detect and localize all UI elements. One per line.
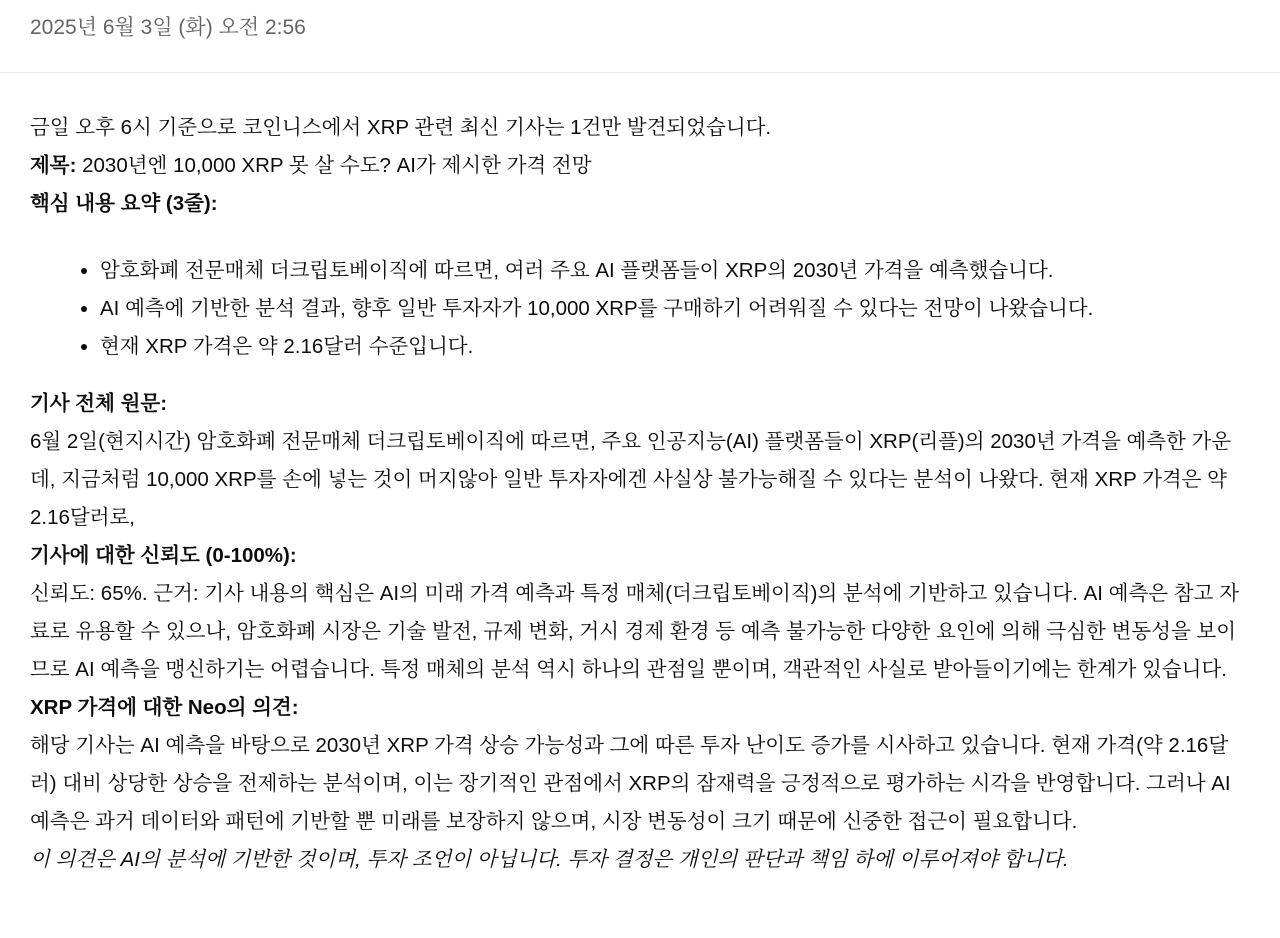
title-label: 제목: <box>30 154 77 177</box>
opinion-heading: XRP 가격에 대한 Neo의 의견: <box>30 696 299 719</box>
timestamp-header <box>0 0 1280 73</box>
article-body: 6월 2일(현지시간) 암호화폐 전문매체 더크립토베이직에 따르면, 주요 인공지능(AI) 플랫폼들이 XRP(리플)의 2030년 가격을 예측한 가운데, 지금처럼 10,000 XRP를 손에 넣는 것이 머지않아 일반 투자자에겐 사실상 불가능해질 수 있다는 분석이 나왔다. 현재 XRP 가격은 약 2.16달러로, <box>30 430 1232 529</box>
title-text: 2030년엔 10,000 XRP 못 살 수도? AI가 제시한 가격 전망 <box>76 154 592 177</box>
article-heading: 기사 전체 원문: <box>30 392 168 415</box>
message-content <box>0 73 1280 909</box>
summary-bullet-list <box>30 252 1250 366</box>
disclaimer-line: 이 의견은 AI의 분석에 기반한 것이며, 투자 조언이 아닙니다. 투자 결정은 개인의 판단과 책임 하에 이루어져야 합니다. <box>30 848 1069 871</box>
credibility-body: 신뢰도: 65%. 근거: 기사 내용의 핵심은 AI의 미래 가격 예측과 특정 매체(더크립토베이직)의 분석에 기반하고 있습니다. AI 예측은 참고 자료로 유용할 수 있으나, 암호화폐 시장은 기술 발전, 규제 변화, 거시 경제 환경 등 예측 불가능한 다양한 요인에 의해 극심한 변동성을 보이므로 AI 예측을 맹신하기는 어렵습니다. 특정 매체의 분석 역시 하나의 관점일 뿐이며, 객관적인 사실로 받아들이기에는 한계가 있습니다. <box>30 582 1239 681</box>
opinion-body: 해당 기사는 AI 예측을 바탕으로 2030년 XRP 가격 상승 가능성과 그에 따른 투자 난이도 증가를 시사하고 있습니다. 현재 가격(약 2.16달러) 대비 상당한 상승을 전제하는 분석이며, 이는 장기적인 관점에서 XRP의 잠재력을 긍정적으로 평가하는 시각을 반영합니다. 그러나 AI 예측은 과거 데이터와 패턴에 기반할 뿐 미래를 보장하지 않으며, 시장 변동성이 크기 때문에 신중한 접근이 필요합니다. <box>30 734 1231 833</box>
intro-line: 금일 오후 6시 기준으로 코인니스에서 XRP 관련 최신 기사는 1건만 발견되었습니다. <box>30 116 772 139</box>
title-line <box>30 147 1250 185</box>
summary-bullet-1: • 암호화폐 전문매체 더크립토베이직에 따르면, 여러 주요 AI 플랫폼들이 XRP의 2030년 가격을 예측했습니다. <box>100 252 1250 290</box>
summary-bullet-3: • 현재 XRP 가격은 약 2.16달러 수준입니다. <box>100 328 1250 366</box>
summary-heading: 핵심 내용 요약 (3줄): <box>30 192 218 215</box>
credibility-heading: 기사에 대한 신뢰도 (0-100%): <box>30 544 297 567</box>
message-timestamp: 2025년 6월 3일 (화) 오전 2:56 <box>30 16 306 39</box>
summary-bullet-2: • AI 예측에 기반한 분석 결과, 향후 일반 투자자가 10,000 XRP를 구매하기 어려워질 수 있다는 전망이 나왔습니다. <box>100 290 1250 328</box>
